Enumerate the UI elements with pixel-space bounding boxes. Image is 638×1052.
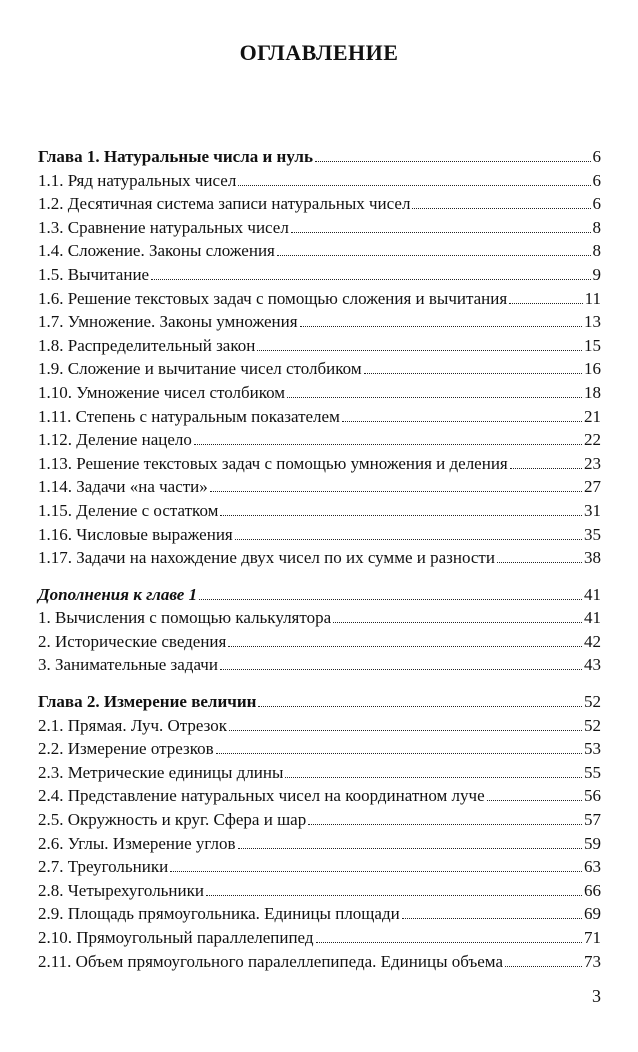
dot-leader (402, 918, 582, 919)
toc-entry (38, 926, 601, 950)
toc-entry-label: 2.6. Углы. Измерение углов (38, 833, 236, 853)
toc-entry-label: 1. Вычисления с помощью калькулятора (38, 608, 332, 628)
toc-entry-label: Дополнения к главе 1 (38, 584, 198, 604)
toc-section (38, 145, 601, 570)
toc-entry (38, 784, 601, 808)
toc-entry-label: 1.6. Решение текстовых задач с помощью сложения и вычитания (38, 288, 508, 308)
toc-entry-label: 1.15. Деление с остатком (38, 500, 219, 520)
toc-entry-label: 2.8. Четырехугольники (38, 880, 204, 900)
dot-leader (258, 706, 582, 707)
dot-leader (220, 669, 582, 670)
toc-entry-page: 16 (584, 359, 601, 379)
toc-entry-label: 1.14. Задачи «на части» (38, 477, 208, 497)
toc-section (38, 690, 601, 973)
dot-leader (235, 539, 582, 540)
toc-entry-page: 43 (584, 655, 601, 675)
toc-chapter-heading (38, 583, 601, 607)
dot-leader (170, 871, 582, 872)
toc-entry (38, 192, 601, 216)
toc-entry-label: 2.4. Представление натуральных чисел на координатном луче (38, 786, 485, 806)
dot-leader (285, 777, 582, 778)
toc-entry (38, 761, 601, 785)
toc-entry (38, 216, 601, 240)
toc-entry-label: 1.8. Распределительный закон (38, 335, 256, 355)
toc-entry (38, 475, 601, 499)
toc-entry-page: 38 (584, 548, 601, 568)
toc-entry (38, 832, 601, 856)
toc-entry (38, 239, 601, 263)
page-title: ОГЛАВЛЕНИЕ (239, 40, 399, 65)
toc-entry-page: 18 (584, 382, 601, 402)
toc-entry-label: 2.3. Метрические единицы длины (38, 762, 284, 782)
toc-entry (38, 263, 601, 287)
toc-entry-page: 8 (592, 241, 601, 261)
toc-entry (38, 169, 601, 193)
dot-leader (487, 800, 582, 801)
toc-entry-label: 2.2. Измерение отрезков (38, 739, 214, 759)
toc-entry-page: 6 (592, 194, 601, 214)
toc-entry-page: 15 (584, 335, 601, 355)
dot-leader (216, 753, 582, 754)
toc-entry-page: 22 (584, 430, 601, 450)
toc-entry-label: 1.5. Вычитание (38, 264, 150, 284)
dot-leader (510, 468, 582, 469)
toc-entry-page: 41 (584, 584, 601, 604)
toc-entry-label: 2.10. Прямоугольный параллелепипед (38, 928, 314, 947)
toc-entry-page: 73 (584, 951, 601, 971)
dot-leader (277, 255, 591, 256)
toc-entry-page: 6 (592, 170, 601, 190)
dot-leader (210, 491, 582, 492)
table-of-contents (38, 145, 601, 973)
dot-leader (308, 824, 582, 825)
toc-entry-label: 1.12. Деление нацело (38, 430, 192, 450)
dot-leader (199, 599, 582, 600)
toc-entry-label: 1.10. Умножение чисел столбиком (38, 382, 286, 402)
dot-leader (287, 397, 582, 398)
toc-entry-label: 2.9. Площадь прямоугольника. Единицы площади (38, 904, 400, 924)
dot-leader (228, 646, 582, 647)
toc-entry-page: 27 (584, 477, 601, 497)
toc-entry-page: 66 (584, 880, 601, 900)
dot-leader (509, 303, 582, 304)
toc-entry (38, 310, 601, 334)
toc-entry-page: 63 (584, 857, 601, 877)
toc-entry (38, 630, 601, 654)
toc-entry-label: 3. Занимательные задачи (38, 655, 218, 675)
dot-leader (220, 515, 582, 516)
toc-entry-page: 8 (592, 217, 601, 237)
dot-leader (505, 966, 582, 967)
dot-leader (151, 279, 590, 280)
toc-entry (38, 653, 601, 677)
toc-entry (38, 428, 601, 452)
toc-entry-page: 71 (584, 928, 601, 947)
toc-entry-label: 1.1. Ряд натуральных чисел (38, 170, 237, 190)
dot-leader (412, 208, 590, 209)
dot-leader (291, 232, 591, 233)
toc-entry-label: 1.4. Сложение. Законы сложения (38, 241, 275, 261)
toc-entry-label: 1.3. Сравнение натуральных чисел (38, 217, 289, 237)
toc-entry-page: 13 (584, 312, 601, 332)
toc-entry (38, 879, 601, 903)
toc-entry-label: 2. Исторические сведения (38, 631, 227, 651)
toc-entry-label: 2.11. Объем прямоугольного паралеллепипеда. Единицы объема (38, 951, 503, 971)
toc-entry-page: 56 (584, 786, 601, 806)
dot-leader (364, 373, 582, 374)
toc-entry-label: Глава 1. Натуральные числа и нуль (38, 147, 313, 166)
toc-entry-label: Глава 2. Измерение величин (38, 692, 257, 712)
toc-entry (38, 714, 601, 738)
toc-chapter-heading (38, 690, 601, 714)
toc-entry (38, 950, 601, 974)
toc-entry-page: 35 (584, 524, 601, 544)
toc-entry-page: 52 (584, 692, 601, 712)
toc-entry-label: 1.17. Задачи на нахождение двух чисел по их сумме и разности (38, 548, 495, 568)
toc-entry-page: 69 (584, 904, 601, 924)
toc-entry-label: 2.7. Треугольники (38, 857, 169, 877)
toc-entry-page: 23 (584, 453, 601, 473)
toc-entry-label: 1.9. Сложение и вычитание чисел столбиком (38, 359, 362, 379)
dot-leader (300, 326, 582, 327)
toc-entry-page: 11 (584, 288, 601, 308)
dot-leader (238, 185, 590, 186)
dot-leader (229, 730, 582, 731)
toc-section (38, 583, 601, 677)
page-number: 3 (592, 986, 601, 1006)
toc-entry (38, 546, 601, 570)
dot-leader (333, 622, 582, 623)
dot-leader (342, 421, 582, 422)
toc-entry-page: 41 (584, 608, 601, 628)
toc-entry (38, 452, 601, 476)
toc-entry (38, 902, 601, 926)
toc-entry (38, 808, 601, 832)
toc-entry-page: 59 (584, 833, 601, 853)
dot-leader (238, 848, 582, 849)
toc-entry-page: 57 (584, 810, 601, 830)
toc-chapter-heading (38, 145, 601, 169)
toc-entry-page: 53 (584, 739, 601, 759)
toc-entry (38, 523, 601, 547)
toc-entry-label: 2.1. Прямая. Луч. Отрезок (38, 715, 228, 735)
toc-entry-label: 1.13. Решение текстовых задач с помощью умножения и деления (38, 453, 508, 473)
toc-entry-label: 1.11. Степень с натуральным показателем (38, 406, 340, 426)
toc-entry-page: 55 (584, 762, 601, 782)
toc-entry-page: 31 (584, 500, 601, 520)
toc-entry-page: 52 (584, 715, 601, 735)
dot-leader (194, 444, 582, 445)
toc-entry (38, 499, 601, 523)
toc-entry (38, 606, 601, 630)
toc-entry-label: 2.5. Окружность и круг. Сфера и шар (38, 810, 307, 830)
dot-leader (315, 161, 591, 162)
toc-entry-label: 1.2. Десятичная система записи натуральных чисел (38, 194, 411, 214)
toc-entry (38, 287, 601, 311)
dot-leader (206, 895, 582, 896)
toc-entry (38, 737, 601, 761)
toc-entry-page: 9 (592, 264, 601, 284)
toc-entry (38, 405, 601, 429)
toc-entry-page: 21 (584, 406, 601, 426)
toc-entry-page: 6 (592, 147, 601, 166)
toc-entry-page: 42 (584, 631, 601, 651)
dot-leader (316, 942, 582, 943)
dot-leader (257, 350, 582, 351)
toc-entry-label: 1.7. Умножение. Законы умножения (38, 312, 298, 332)
toc-entry (38, 357, 601, 381)
toc-entry (38, 381, 601, 405)
toc-entry (38, 334, 601, 358)
toc-entry (38, 855, 601, 879)
toc-entry-label: 1.16. Числовые выражения (38, 524, 233, 544)
dot-leader (497, 562, 582, 563)
